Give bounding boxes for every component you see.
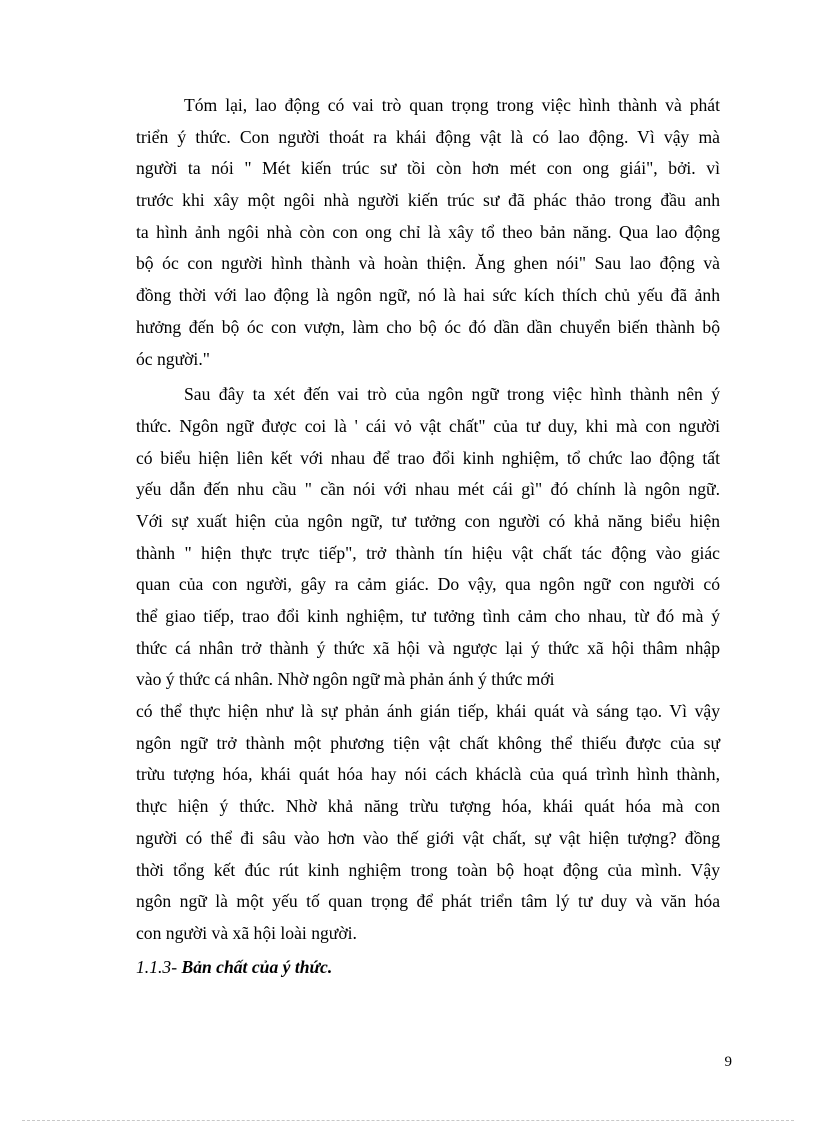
text-line: thức cá nhân trở thành ý thức xã hội và ngược lại ý thức xã hội thâm nhập (136, 637, 720, 658)
text-line: Tóm lại, lao động có vai trò quan trọng trong việc hình thành và phát (184, 95, 720, 115)
text-line: thời tổng kết đúc rút kinh nghiệm trong toàn bộ hoạt động của mình. Vậy (136, 859, 720, 880)
text-line: đồng thời với lao động là ngôn ngữ, nó là hai sức kích thích chủ yếu đã ảnh (136, 285, 720, 306)
text-line: ta hình ảnh ngôi nhà còn con ong chỉ là xây tổ theo bản năng. Qua lao động (136, 221, 720, 242)
text-line: ngôn ngữ trở thành một phương tiện vật chất không thể thiếu được của sự (136, 732, 720, 753)
page-bottom-rule (22, 1120, 794, 1121)
text-line: quan của con người, gây ra cảm giác. Do vậy, qua ngôn ngữ con người có (136, 574, 720, 595)
text-line: thực hiện ý thức. Nhờ khả năng trừu tượng hóa, khái quát hóa mà con (136, 796, 720, 817)
text-line: có thể thực hiện như là sự phản ánh gián tiếp, khái quát và sáng tạo. Vì vậy (136, 701, 720, 722)
text-line: người ta nói " Mét kiến trúc sư tồi còn hơn mét con ong giái", bởi. vì (136, 158, 720, 179)
text-line: trừu tượng hóa, khái quát hóa hay nói cách kháclà của quá trình hình thành, (136, 764, 720, 785)
text-line: thành " hiện thực trực tiếp", trở thành tín hiệu vật chất tác động vào giác (136, 542, 720, 563)
text-line: thể giao tiếp, trao đổi kinh nghiệm, tư tưởng tình cảm cho nhau, từ đó mà ý (136, 606, 720, 626)
text-line: con người và xã hội loài người. (136, 922, 357, 943)
text-line: thức. Ngôn ngữ được coi là ' cái vỏ vật chất" của tư duy, khi mà con người (136, 415, 720, 436)
text-line: óc người." (136, 348, 210, 369)
text-line: triển ý thức. Con người thoát ra khái động vật là có lao động. Vì vậy mà (136, 126, 720, 147)
text-line: yếu dẫn đến nhu cầu " cần nói với nhau mét cái gì" đó chính là ngôn ngữ. (136, 479, 720, 500)
text-line: hưởng đến bộ óc con vượn, làm cho bộ óc đó dần dần chuyển biến thành bộ (136, 316, 720, 337)
text-line: trước khi xây một ngôi nhà người kiến trúc sư đã phác thảo trong đầu anh (136, 190, 720, 211)
section-heading (136, 952, 720, 984)
section-title: Bản chất của ý thức. (181, 956, 333, 977)
text-line: Với sự xuất hiện của ngôn ngữ, tư tưởng con người có khả năng biểu hiện (136, 510, 720, 531)
text-line: Sau đây ta xét đến vai trò của ngôn ngữ trong việc hình thành nên ý (184, 384, 720, 405)
text-line: người có thể đi sâu vào hơn vào thế giới vật chất, sự vật hiện tượng? đồng (136, 827, 720, 848)
text-line: ngôn ngữ là một yếu tố quan trọng để phát triển tâm lý tư duy và văn hóa (136, 891, 720, 912)
body-text (136, 90, 720, 983)
page-number: 9 (724, 1054, 732, 1070)
text-line: có biểu hiện liên kết với nhau để trao đổi kinh nghiệm, tổ chức lao động tất (136, 447, 720, 468)
text-line: bộ óc con người hình thành và hoàn thiện. Ăng ghen nói" Sau lao động và (136, 253, 720, 274)
section-number: 1.1.3- (136, 956, 178, 977)
text-line: vào ý thức cá nhân. Nhờ ngôn ngữ mà phản ánh ý thức mới (136, 669, 555, 690)
